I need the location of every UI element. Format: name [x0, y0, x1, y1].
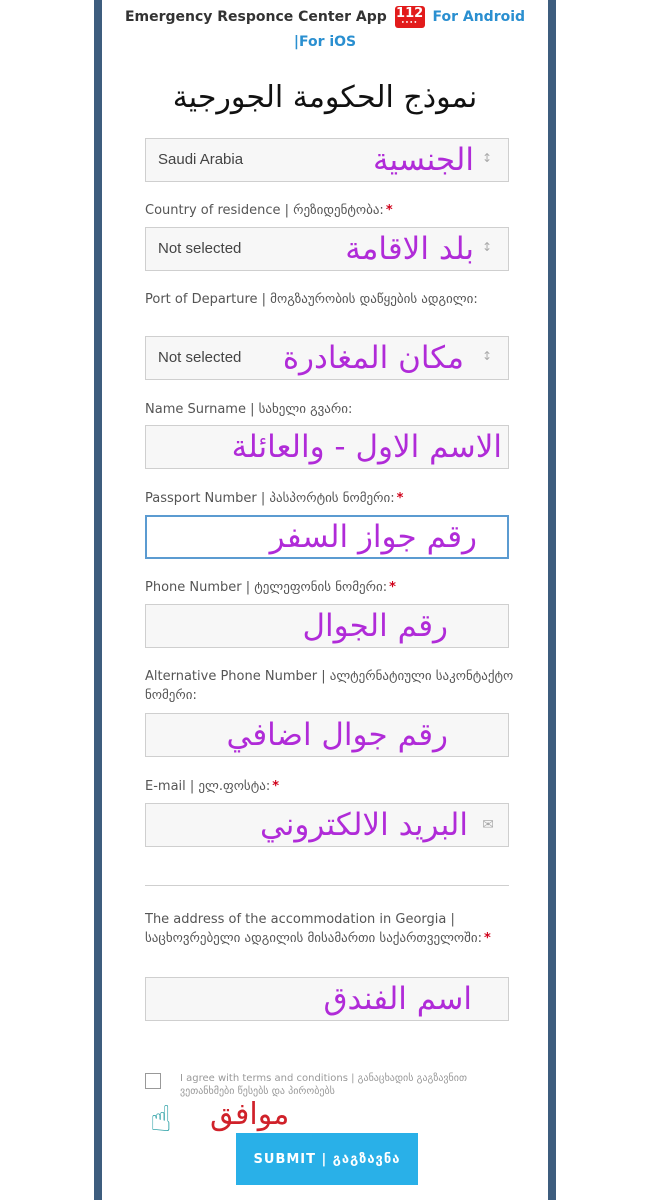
email-annotation: البريد الالكتروني	[259, 807, 468, 843]
country-of-residence-label	[145, 201, 515, 220]
form-divider	[145, 885, 509, 886]
address-input[interactable]	[145, 977, 509, 1021]
required-mark: *	[483, 931, 491, 946]
country-of-residence-select[interactable]	[145, 227, 509, 271]
port-of-departure-select[interactable]	[145, 336, 509, 380]
country-of-residence-annotation: بلد الاقامة	[345, 231, 474, 267]
label-text: Port of Departure | მოგზაურობის დაწყების ადგილი:	[145, 292, 478, 307]
nationality-select[interactable]	[145, 138, 509, 182]
passport-number-input[interactable]	[145, 515, 509, 559]
nationality-annotation: الجنسية	[372, 142, 474, 178]
phone-number-label	[145, 578, 515, 597]
app-title: Emergency Responce Center App	[124, 9, 387, 25]
required-mark: *	[389, 580, 396, 595]
phone-number-annotation: رقم الجوال	[302, 608, 448, 644]
port-of-departure-value: Not selected	[158, 349, 242, 366]
required-mark: *	[396, 491, 404, 506]
required-mark: *	[272, 779, 280, 794]
label-text: Country of residence | რეზიდენტობა:	[145, 203, 384, 218]
label-text: Phone Number | ტელეფონის ნომერი:	[145, 580, 388, 595]
label-text: Alternative Phone Number | ალტერნატიული საკონტაქტო ნომერი:	[145, 669, 514, 703]
logo-text: 112	[396, 6, 424, 21]
page-title: نموذج الحكومة الجورجية	[172, 80, 478, 115]
select-arrow-icon: ↕	[481, 240, 492, 254]
nationality-value: Saudi Arabia	[158, 151, 244, 168]
mail-icon: ✉	[482, 817, 494, 833]
email-label	[145, 777, 515, 796]
email-input[interactable]	[145, 803, 509, 847]
emergency-112-logo-icon	[395, 6, 425, 28]
label-text: The address of the accommodation in Georgia | საცხოვრებელი ადგილის მისამართი საქართველოში:	[145, 912, 482, 946]
alt-phone-input[interactable]	[145, 713, 509, 757]
passport-number-label	[145, 489, 515, 508]
header-line-2	[102, 34, 548, 50]
name-surname-label	[145, 400, 515, 419]
alt-phone-label	[145, 667, 515, 705]
app-download-header	[102, 6, 548, 50]
label-text: Passport Number | პასპორტის ნომერი:	[145, 491, 395, 506]
phone-number-input[interactable]	[145, 604, 509, 648]
header-line-1	[102, 6, 548, 28]
select-arrow-icon: ↕	[481, 151, 492, 165]
name-surname-input[interactable]	[145, 425, 509, 469]
select-arrow-icon: ↕	[481, 349, 492, 363]
logo-dots: ••••	[401, 20, 418, 26]
frame-border-right	[548, 0, 556, 1200]
alt-phone-annotation: رقم جوال اضافي	[226, 717, 448, 753]
country-of-residence-value: Not selected	[158, 240, 242, 257]
port-of-departure-annotation: مكان المغادرة	[282, 340, 464, 376]
address-label	[145, 910, 515, 948]
label-text: Name Surname | სახელი გვარი:	[145, 402, 353, 417]
required-mark: *	[385, 203, 393, 218]
name-surname-annotation: الاسم الاول - والعائلة	[231, 429, 502, 465]
address-annotation: اسم الفندق	[323, 981, 472, 1017]
port-of-departure-label	[145, 290, 515, 309]
agree-terms-text: I agree with terms and conditions | განაცხადის გაგზავნით ვეთანხმები წესებს და პირობებს	[180, 1073, 467, 1097]
frame-border-left	[94, 0, 102, 1200]
agree-annotation: موافق	[210, 1097, 290, 1132]
pointing-hand-icon: ☝	[150, 1099, 172, 1140]
agree-checkbox[interactable]	[145, 1073, 161, 1089]
android-link[interactable]: For Android	[432, 9, 526, 25]
submit-button[interactable]: SUBMIT | გაგზავნა	[236, 1133, 418, 1185]
passport-number-annotation: رقم جواز السفر	[269, 519, 477, 555]
ios-link[interactable]: |For iOS	[293, 34, 357, 50]
label-text: E-mail | ელ.ფოსტა:	[145, 779, 271, 794]
